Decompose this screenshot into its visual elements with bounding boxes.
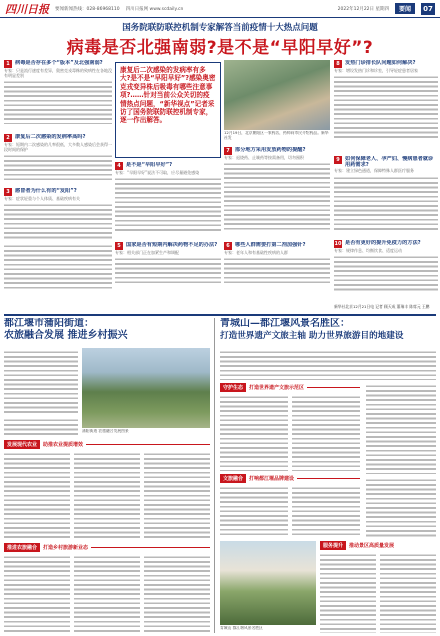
article-body — [380, 553, 436, 633]
section-label: 要闻 — [395, 3, 415, 14]
article-body — [292, 486, 360, 538]
scenic-area-photo — [220, 541, 316, 625]
left-subhead-2 — [4, 543, 210, 552]
article-body — [366, 384, 436, 474]
article-body — [144, 555, 210, 633]
article-body — [292, 395, 360, 471]
question-title[interactable]: 康复后二次感染的发病率高吗? — [15, 134, 86, 140]
question-title[interactable]: 如何保障老人、孕产妇、慢病患者就诊用药需求? — [345, 156, 434, 169]
village-photo-caption: 蒲阳街道 农旅融合发展图景 — [82, 429, 129, 433]
question-title[interactable]: 感冒者为什么有的“发阳”? — [15, 188, 77, 194]
right-caption-wrap — [220, 626, 316, 634]
question-4 — [115, 162, 221, 238]
pharmacy-photo — [224, 60, 330, 130]
article-body — [74, 555, 140, 633]
left-subhead-1 — [4, 440, 210, 449]
right-subhead-3 — [320, 541, 436, 550]
left-story-title — [4, 318, 210, 346]
article-body — [4, 203, 112, 239]
question-number: 3 — [4, 188, 12, 196]
question-title[interactable]: 发热门诊排长队问题如何解决? — [345, 60, 416, 66]
question-answer-summary: 专家：规律作息、均衡饮食、适度运动 — [334, 248, 402, 253]
article-body — [4, 244, 112, 290]
question-number: 9 — [334, 156, 342, 164]
question-number: 2 — [4, 134, 12, 142]
right-subhead-2 — [220, 474, 360, 483]
issue-date: 2022年12月22日 星期四 — [337, 6, 389, 12]
question-title[interactable]: 哪些人群需要打第二剂加强针? — [235, 242, 306, 248]
top-story-headline[interactable]: 病毒是否北强南弱?是不是“早阳早好”? — [66, 38, 374, 55]
subhead-text: 打造乡村旅游新业态 — [43, 545, 89, 551]
section-divider — [4, 314, 436, 316]
article-body — [4, 80, 112, 124]
right-story-title-line2[interactable]: 打造世界遗产文旅主轴 助力世界旅游目的地建设 — [220, 331, 404, 341]
question-answer-summary: 专家：建立绿色通道，保障特殊人群医疗服务 — [334, 168, 414, 174]
scenic-photo-caption: 青城山 都江堰风景名胜区 — [220, 626, 263, 630]
subhead-rule — [86, 444, 210, 445]
question-answer-summary: 专家：只是流行速度有差异，奥密克戎毒株的致病性在各地没有明显差别 — [4, 68, 112, 79]
masthead — [0, 0, 440, 18]
question-number: 4 — [115, 162, 123, 170]
article-body — [334, 176, 438, 232]
question-title[interactable]: 是不是“早阳早好”? — [126, 162, 173, 168]
subhead-tag: 服务提升 — [320, 541, 346, 550]
village-photo — [82, 348, 210, 428]
question-8 — [334, 60, 438, 152]
pull-quote-text: 康复后二次感染的发病率有多大?是不是“早阳早好”?感染奥密克戎变异株后吸毒有哪些注意事项?……针对当前公众关切的疫情热点问题，“新华视点”记者采访了国务院联防联控机制专家，逐一作出解答。 — [120, 66, 216, 125]
article-body — [4, 418, 78, 438]
question-answer-summary: 专家：“早阳早好”说法不可取，应尽量避免感染 — [115, 170, 200, 175]
top-story-headline-wrap — [0, 33, 440, 55]
hotline-text: 要闻新闻热线：028-86968110 — [55, 6, 120, 12]
question-number: 7 — [224, 147, 232, 155]
article-body — [334, 255, 438, 291]
subhead-tag: 文旅融合 — [220, 474, 246, 483]
question-6 — [224, 242, 330, 292]
article-body — [366, 478, 436, 538]
top-story-byline: 新华社北京12月21日电 记者 顾天成 董瑞丰 陈席元 王鹏 — [334, 304, 430, 309]
question-5 — [115, 242, 221, 292]
article-body — [334, 75, 438, 141]
question-number: 8 — [334, 60, 342, 68]
top-story-kicker-wrap — [0, 21, 440, 33]
article-body — [224, 162, 330, 232]
article-body — [220, 486, 288, 538]
left-story-title-line1[interactable]: 都江堰市蒲阳街道： — [4, 318, 94, 329]
newspaper-logo: 四川日报 — [5, 2, 49, 16]
question-answer-summary: 专家：短期内二次感染的几率很低，大多数人感染后会获得一段时间的保护 — [4, 142, 112, 153]
question-number: 5 — [115, 242, 123, 250]
question-7 — [224, 147, 330, 238]
subhead-tag: 推进农旅融合 — [4, 543, 40, 552]
subhead-tag: 守护生态 — [220, 383, 246, 392]
article-body — [224, 257, 330, 285]
question-9 — [334, 156, 438, 236]
article-body — [74, 452, 140, 540]
right-story-title — [220, 318, 436, 346]
question-title[interactable]: 病毒是否存在多个“版本”及北强南弱? — [15, 60, 103, 66]
article-body — [220, 350, 436, 380]
article-body — [4, 154, 112, 180]
subhead-text: 推动景区高质量发展 — [349, 543, 395, 549]
question-number: 1 — [4, 60, 12, 68]
question-answer-summary: 专家：症状轻重与个人体质、基础疾病有关 — [4, 196, 80, 201]
question-2 — [4, 134, 112, 184]
question-number: 6 — [224, 242, 232, 250]
article-body — [4, 555, 70, 633]
left-caption-wrap — [82, 429, 210, 437]
article-body — [220, 395, 288, 471]
article-body — [144, 452, 210, 540]
photo-caption: 12月19日，北京朝阳区一家药店，药师向市民介绍药品。新华社发 — [224, 131, 329, 140]
top-story-kicker: 国务院联防联控机制专家解答当前疫情十大热点问题 — [122, 23, 318, 33]
subhead-rule — [91, 547, 210, 548]
question-title[interactable]: 是否有更好的提升免疫力的方法? — [345, 240, 421, 246]
photo-caption-wrap — [224, 131, 330, 143]
question-number: 10 — [334, 241, 342, 247]
top-byline-wrap — [334, 304, 438, 312]
question-10 — [334, 240, 438, 304]
right-subhead-1 — [220, 383, 360, 392]
column-divider — [214, 318, 215, 633]
question-1 — [4, 60, 112, 130]
article-body — [320, 553, 376, 633]
pull-quote — [115, 62, 221, 158]
article-body — [4, 350, 78, 414]
subhead-text: 助推农业提质增效 — [43, 442, 84, 448]
question-title[interactable]: 国家是否有短期内解决药物不足的办法? — [126, 242, 218, 248]
article-body — [4, 452, 70, 540]
question-title[interactable]: 部分地方采用发放药物的提醒? — [235, 147, 306, 153]
subhead-text: 打响都江堰品牌建设 — [249, 476, 295, 482]
site-url[interactable]: 四川日报网 www.scdaily.cn — [125, 6, 184, 12]
question-answer-summary: 专家：老年人和有基础性疾病的人群 — [224, 250, 288, 255]
right-story-title-line1[interactable]: 青城山—都江堰风景名胜区： — [220, 318, 350, 329]
question-answer-summary: 专家：增设发热门诊和诊室，引导轻症患者居家 — [334, 68, 418, 73]
subhead-text: 打造世界遗产文旅示范区 — [249, 385, 305, 391]
subhead-tag: 发展现代农业 — [4, 440, 40, 449]
subhead-rule — [307, 387, 360, 388]
question-3 — [4, 188, 112, 242]
article-body — [115, 177, 221, 233]
page-number: 07 — [421, 3, 435, 15]
subhead-rule — [297, 478, 360, 479]
article-body — [115, 257, 221, 285]
left-story-title-line2[interactable]: 农旅融合发展 推进乡村振兴 — [4, 330, 128, 341]
question-answer-summary: 专家：相关部门正在加紧生产和调配 — [115, 250, 179, 255]
question-answer-summary: 专家：退烧药、止咳药等按需备用，切勿囤积 — [224, 155, 304, 160]
